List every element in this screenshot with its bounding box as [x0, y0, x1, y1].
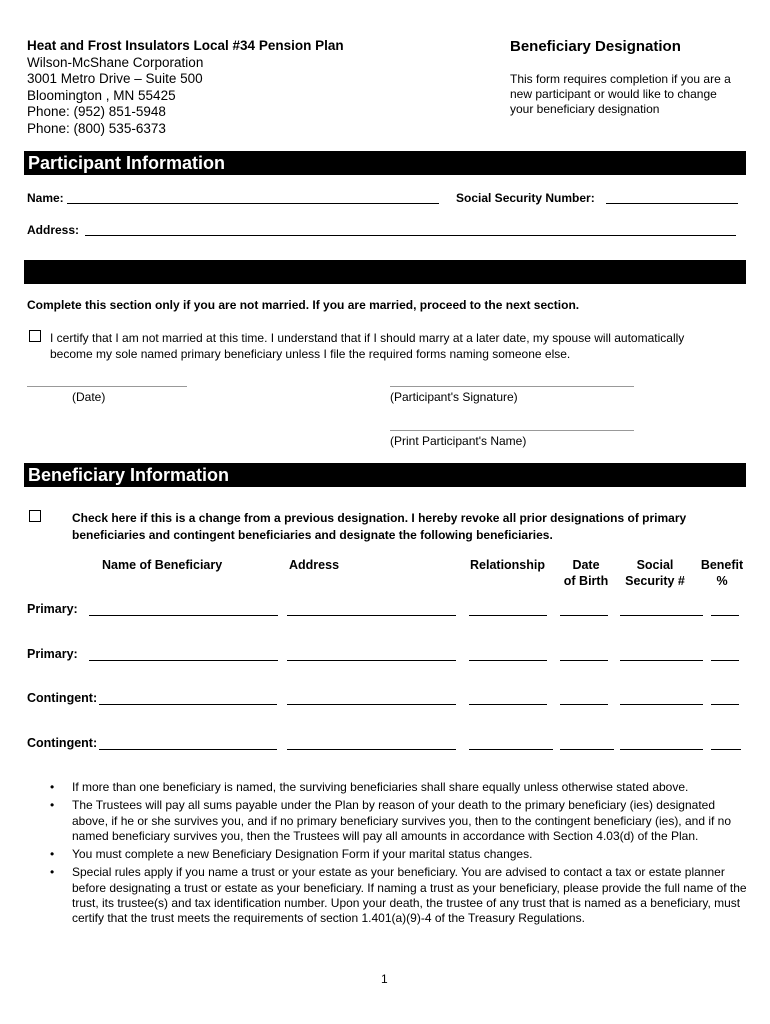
- row-name-field[interactable]: [99, 704, 277, 705]
- address-label: Address:: [27, 223, 80, 237]
- change-line: Check here if this is a change from a previous designation. I hereby revoke all prior designations of primary: [72, 511, 687, 525]
- address-line-1: 3001 Metro Drive – Suite 500: [27, 71, 203, 86]
- participant-section-header: Participant Information: [24, 151, 746, 175]
- certify-text: [50, 330, 684, 362]
- print-name-field[interactable]: [390, 430, 634, 431]
- col-dob-line: Date: [572, 558, 600, 572]
- row-benefit-field[interactable]: [711, 660, 739, 661]
- phone-2: Phone: (800) 535-6373: [27, 120, 166, 136]
- row-dob-field[interactable]: [560, 660, 608, 661]
- note-item: [50, 798, 750, 844]
- row-dob-field[interactable]: [560, 615, 608, 616]
- note-item: [50, 865, 750, 926]
- not-married-checkbox[interactable]: [29, 330, 41, 342]
- row-ssn-field[interactable]: [620, 704, 703, 705]
- row-benefit-field[interactable]: [711, 749, 741, 750]
- row-name-field[interactable]: [89, 615, 278, 616]
- beneficiary-section-header: Beneficiary Information: [24, 463, 746, 487]
- ssn-label: Social Security Number:: [456, 191, 595, 205]
- row-address-field[interactable]: [287, 615, 456, 616]
- page-number: 1: [381, 972, 388, 986]
- note-text: The Trustees will pay all sums payable under the Plan by reason of your death to the primary beneficiary (ies) designated above, if he or she survives you, and if no primary beneficiary survives you, then to the contingent beneficiary (ies), and if no named beneficiary survives you, then the Trustees will pay all amounts in accordance with Section 4.03(d) of the Plan.: [72, 798, 732, 843]
- row-label-contingent: Contingent:: [27, 691, 98, 705]
- form-note: [510, 72, 731, 117]
- row-relationship-field[interactable]: [469, 660, 547, 661]
- note-text: If more than one beneficiary is named, the surviving beneficiaries shall share equally unless otherwise stated above.: [72, 780, 689, 794]
- row-address-field[interactable]: [287, 749, 456, 750]
- col-ssn: [620, 558, 690, 589]
- notes-list: [50, 780, 750, 930]
- change-line: beneficiaries and contingent beneficiaries and designate the following beneficiaries.: [72, 528, 553, 542]
- note-item: [50, 847, 750, 862]
- row-address-field[interactable]: [287, 660, 456, 661]
- phone-1: Phone: (952) 851-5948: [27, 104, 166, 119]
- unmarried-section-header: [24, 260, 746, 284]
- signature-field[interactable]: [390, 386, 634, 387]
- note-text: You must complete a new Beneficiary Designation Form if your marital status changes.: [72, 847, 533, 862]
- form-note-line: new participant or would like to change: [510, 87, 717, 101]
- col-ssn-line: Social: [636, 558, 674, 572]
- col-benefit-line: Benefit: [700, 558, 744, 572]
- bullet-icon: •: [50, 780, 55, 794]
- plan-name: Heat and Frost Insulators Local #34 Pension Plan: [27, 38, 344, 53]
- name-label: Name:: [27, 191, 64, 205]
- row-ssn-field[interactable]: [620, 615, 703, 616]
- row-address-field[interactable]: [287, 704, 456, 705]
- ssn-field[interactable]: [606, 203, 738, 204]
- change-designation-checkbox[interactable]: [29, 510, 41, 522]
- address-line-2: Bloomington , MN 55425: [27, 87, 176, 103]
- row-ssn-field[interactable]: [620, 660, 703, 661]
- unmarried-instruction: Complete this section only if you are not married. If you are married, proceed to the next section.: [27, 298, 580, 312]
- col-dob: [560, 558, 612, 589]
- row-name-field[interactable]: [99, 749, 277, 750]
- row-label-primary: Primary:: [27, 602, 78, 616]
- date-label: (Date): [72, 390, 106, 404]
- col-benefit: [697, 558, 747, 589]
- row-benefit-field[interactable]: [711, 615, 739, 616]
- certify-line: become my sole named primary beneficiary unless I file the required forms naming someone else.: [50, 347, 571, 361]
- bullet-icon: •: [50, 847, 55, 862]
- form-note-line: This form requires completion if you are a: [510, 72, 731, 86]
- signature-label: (Participant's Signature): [390, 390, 518, 404]
- note-item: [50, 780, 750, 795]
- note-text: Special rules apply if you name a trust or your estate as your beneficiary. You are advised to contact a tax or estate planner before designating a trust or estate as your beneficiary. If naming a trust as your beneficiary, please provide the full name of the trust, its trustee(s) and tax identification number. Upon your death, the trustee of any trust that is named as a beneficiary, must certify that the trust meets the requirements of section 1.401(a)(9)-4 of the Treasury Regulations.: [72, 865, 747, 926]
- print-name-label: (Print Participant's Name): [390, 434, 527, 448]
- form-note-line: your beneficiary designation: [510, 102, 660, 116]
- col-benefit-line: %: [716, 573, 728, 588]
- row-label-contingent: Contingent:: [27, 736, 98, 750]
- row-name-field[interactable]: [89, 660, 278, 661]
- col-address: Address: [289, 558, 340, 572]
- bullet-icon: •: [50, 865, 55, 880]
- admin-name: Wilson-McShane Corporation: [27, 54, 204, 70]
- change-designation-text: [72, 510, 686, 544]
- row-relationship-field[interactable]: [469, 749, 553, 750]
- certify-line: I certify that I am not married at this time. I understand that if I should marry at a later date, my spouse will automatically: [50, 331, 685, 345]
- col-ssn-line: Security #: [625, 573, 685, 588]
- row-relationship-field[interactable]: [469, 615, 547, 616]
- row-label-primary: Primary:: [27, 647, 78, 661]
- name-field[interactable]: [67, 203, 439, 204]
- row-dob-field[interactable]: [560, 749, 614, 750]
- col-relationship: Relationship: [470, 558, 546, 572]
- form-title: Beneficiary Designation: [510, 38, 681, 55]
- address-field[interactable]: [85, 235, 736, 236]
- bullet-icon: •: [50, 798, 55, 813]
- row-relationship-field[interactable]: [469, 704, 547, 705]
- row-benefit-field[interactable]: [711, 704, 739, 705]
- row-dob-field[interactable]: [560, 704, 608, 705]
- col-name: Name of Beneficiary: [102, 558, 223, 572]
- row-ssn-field[interactable]: [620, 749, 703, 750]
- plan-header: [27, 38, 344, 137]
- col-dob-line: of Birth: [563, 573, 609, 588]
- date-field[interactable]: [27, 386, 187, 387]
